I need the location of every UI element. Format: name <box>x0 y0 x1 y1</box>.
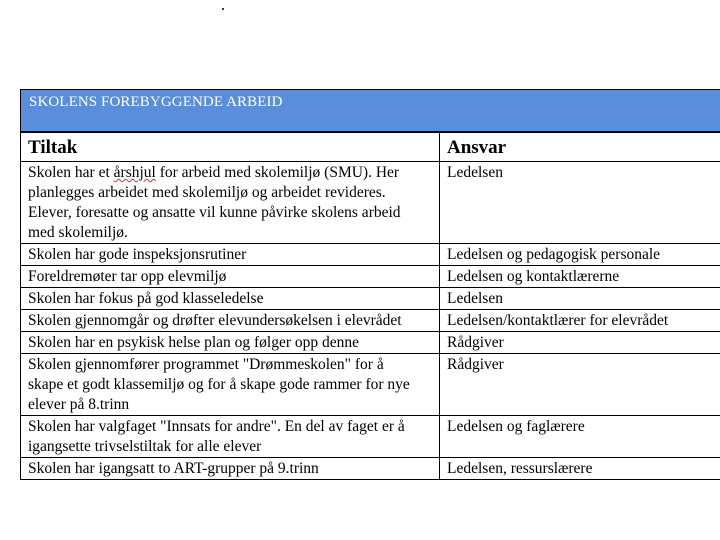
tiltak-cell: Skolen har igangsatt to ART-grupper på 9.trinn <box>21 458 440 480</box>
ansvar-cell: Ledelsen <box>440 288 720 310</box>
tiltak-cell: Skolen har en psykisk helse plan og følger opp denne <box>21 332 440 354</box>
table-row <box>21 288 720 310</box>
tiltak-cell: Foreldremøter tar opp elevmiljø <box>21 266 440 288</box>
table-row <box>21 416 720 458</box>
ansvar-cell: Ledelsen, ressurslærere <box>440 458 720 480</box>
table-row <box>21 332 720 354</box>
table-row <box>21 354 720 416</box>
page-crop-mask <box>20 484 720 540</box>
tiltak-cell: Skolen gjennomfører programmet "Drømmeskolen" for å skape et godt klassemiljø og for å skape gode rammer for nye elever på 8.trinn <box>21 354 440 416</box>
tiltak-cell: Skolen har valgfaget "Innsats for andre". En del av faget er å igangsette trivselstiltak for alle elever <box>21 416 440 458</box>
tiltak-text: for arbeid med skolemiljø (SMU). Her planlegges arbeidet med skolemiljø og arbeidet revideres. Elever, foresatte og ansatte vil kunne påvirke skolens arbeid med skolemiljø. <box>28 164 401 241</box>
document-table-region <box>20 89 720 480</box>
ansvar-cell: Ledelsen og pedagogisk personale <box>440 244 720 266</box>
tiltak-cell: Skolen gjennomgår og drøfter elevundersøkelsen i elevrådet <box>21 310 440 332</box>
table-row <box>21 266 720 288</box>
spellcheck-word: årshjul <box>113 164 156 181</box>
ansvar-cell: Ledelsen og kontaktlærerne <box>440 266 720 288</box>
header-ansvar: Ansvar <box>440 133 720 162</box>
section-banner: SKOLENS FOREBYGGENDE ARBEID <box>20 89 720 132</box>
table-header-row <box>21 133 720 162</box>
ansvar-cell: Ledelsen <box>440 162 720 244</box>
ansvar-cell: Rådgiver <box>440 332 720 354</box>
header-tiltak: Tiltak <box>21 133 440 162</box>
table-row <box>21 244 720 266</box>
tiltak-cell <box>21 162 440 244</box>
ansvar-cell: Rådgiver <box>440 354 720 416</box>
table-row <box>21 310 720 332</box>
ansvar-cell: Ledelsen og faglærere <box>440 416 720 458</box>
tiltak-text: Skolen har et <box>28 164 114 181</box>
tiltak-cell: Skolen har fokus på god klasseledelse <box>21 288 440 310</box>
table-row <box>21 162 720 244</box>
stray-mark <box>222 8 224 10</box>
table-row <box>21 458 720 480</box>
ansvar-cell: Ledelsen/kontaktlærer for elevrådet <box>440 310 720 332</box>
measures-table <box>20 132 720 480</box>
tiltak-cell: Skolen har gode inspeksjonsrutiner <box>21 244 440 266</box>
